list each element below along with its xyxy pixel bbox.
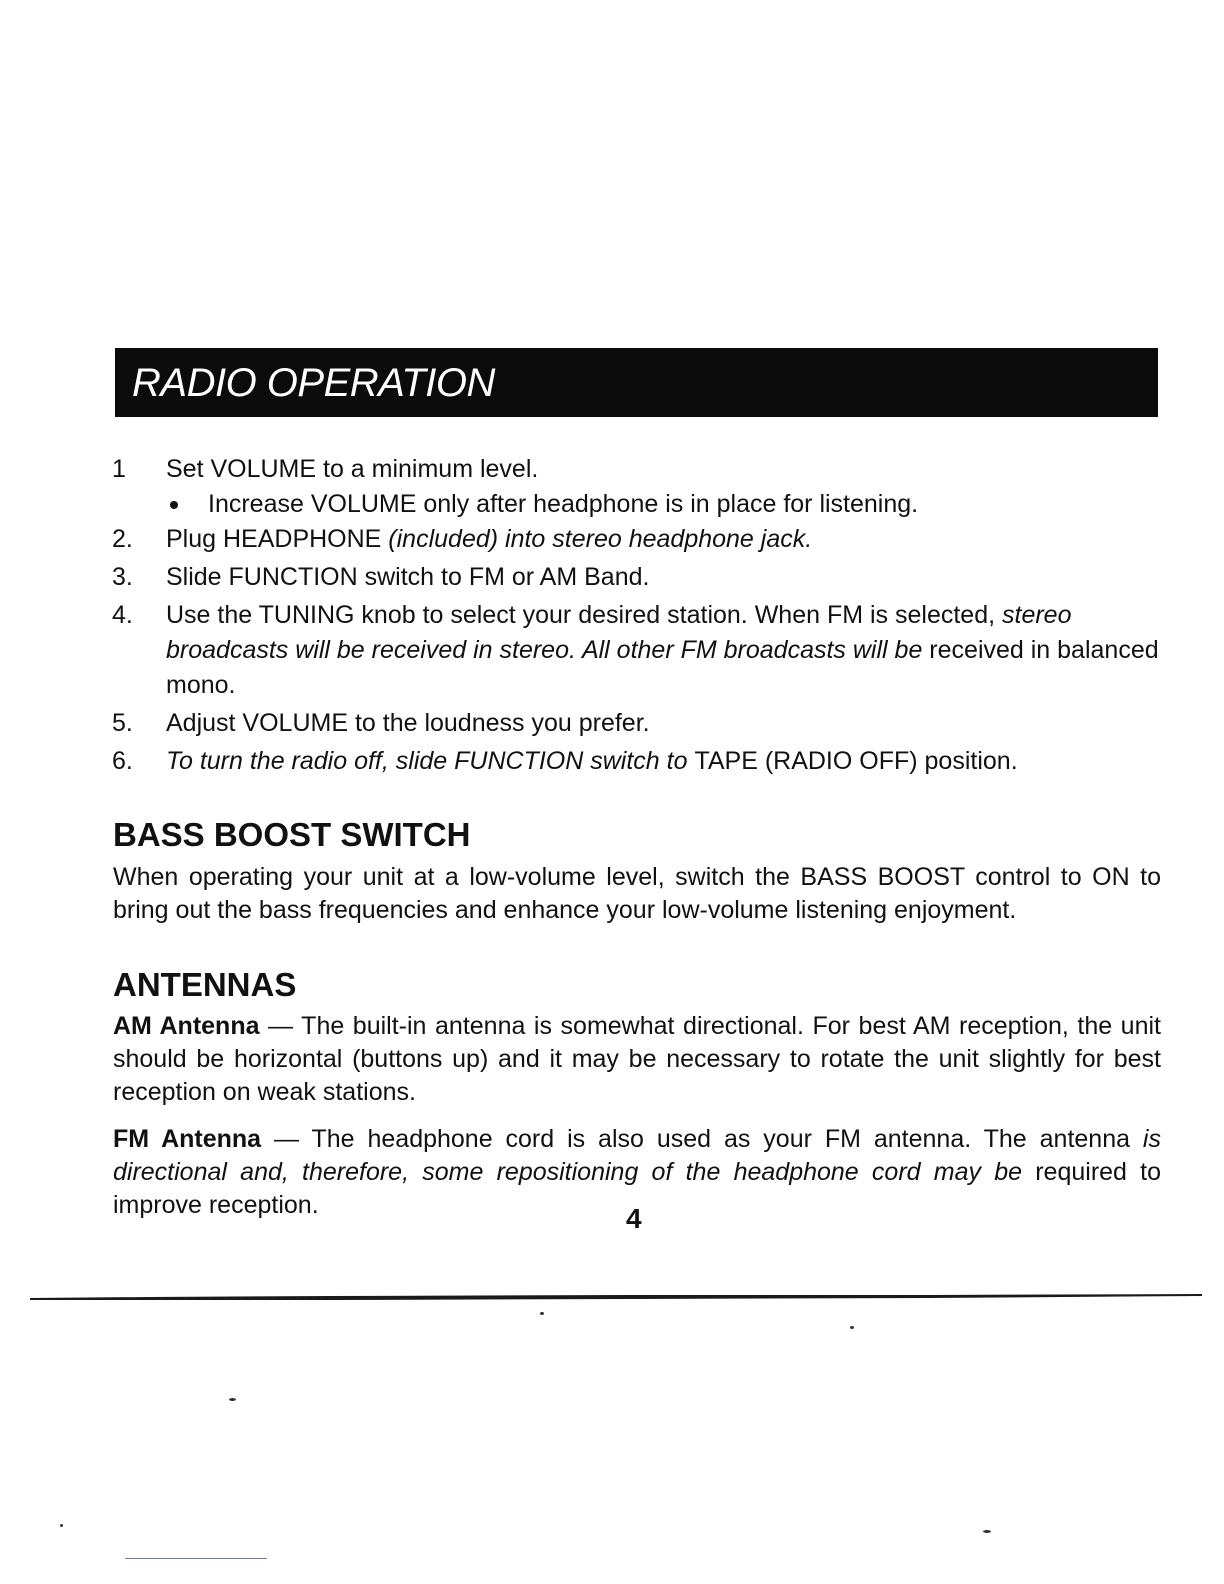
fm-antenna-text: — The headphone cord is also used as your FM antenna. The antenna bbox=[261, 1125, 1143, 1153]
scan-speck bbox=[540, 1312, 544, 1315]
page-number: 4 bbox=[626, 1203, 642, 1234]
step-text: TAPE (RADIO OFF) position. bbox=[694, 747, 1018, 775]
step-text: Use the TUNING knob to select your desired station. When FM is selected, bbox=[166, 601, 1002, 629]
scan-bottom-line bbox=[125, 1558, 267, 1559]
step-text: received in balanced mono. bbox=[166, 636, 1159, 699]
step-number: 4. bbox=[112, 601, 133, 629]
step-text-italic: To turn the radio off, slide FUNCTION switch to bbox=[166, 747, 695, 775]
am-antenna-label: AM Antenna bbox=[113, 1012, 260, 1040]
bullet-text: Increase VOLUME only after headphone is in place for listening. bbox=[208, 490, 919, 518]
step-number: 6. bbox=[112, 747, 133, 775]
bass-boost-paragraph: When operating your unit at a low-volume level, switch the BASS BOOST control to ON to bring out the bass frequencies and enhance your low-volume listening enjoyment. bbox=[113, 863, 1161, 924]
step-text: Slide FUNCTION switch to FM or AM Band. bbox=[166, 563, 650, 591]
step-number: 3. bbox=[112, 563, 133, 591]
bass-boost-heading: BASS BOOST SWITCH bbox=[113, 816, 471, 853]
fm-antenna-text-italic: is directional and, therefore, some repositioning of the headphone cord may be bbox=[113, 1125, 1161, 1186]
scan-speck bbox=[229, 1398, 236, 1401]
scan-speck bbox=[983, 1530, 991, 1533]
list-item bbox=[112, 706, 1162, 741]
fm-antenna-label: FM Antenna bbox=[113, 1125, 262, 1153]
instruction-list bbox=[112, 452, 1162, 782]
step-text-italic: (included) into stereo headphone jack. bbox=[388, 525, 813, 553]
list-item bbox=[112, 452, 1162, 487]
step-text: Adjust VOLUME to the loudness you prefer. bbox=[166, 709, 650, 737]
scan-edge-rule bbox=[30, 1292, 1202, 1302]
step-text: Plug HEADPHONE bbox=[166, 525, 389, 553]
list-item bbox=[112, 744, 1162, 779]
step-number: 1 bbox=[112, 455, 126, 483]
section-title: RADIO OPERATION bbox=[132, 361, 495, 405]
antennas-heading: ANTENNAS bbox=[113, 966, 297, 1003]
am-antenna-paragraph bbox=[113, 1010, 1161, 1109]
step-number: 5. bbox=[112, 709, 133, 737]
scan-speck bbox=[850, 1326, 854, 1329]
step-number: 2. bbox=[112, 525, 133, 553]
fm-antenna-text: required to improve reception. bbox=[113, 1158, 1162, 1219]
bullet-icon bbox=[170, 501, 178, 509]
section-banner bbox=[115, 348, 1158, 417]
am-antenna-text: — The built-in antenna is somewhat directional. For best AM reception, the unit should be horizontal (buttons up) and it may be necessary to rotate the unit slightly for best reception on weak stations. bbox=[113, 1012, 1161, 1106]
step-text: Set VOLUME to a minimum level. bbox=[166, 455, 539, 483]
list-item bbox=[112, 560, 1162, 595]
list-item bbox=[112, 522, 1162, 557]
list-bullet bbox=[112, 487, 1162, 522]
scan-speck bbox=[60, 1524, 63, 1527]
step-text-italic: stereo broadcasts will be received in stereo. All other FM broadcasts will be bbox=[166, 601, 1072, 664]
list-item bbox=[112, 598, 1162, 703]
